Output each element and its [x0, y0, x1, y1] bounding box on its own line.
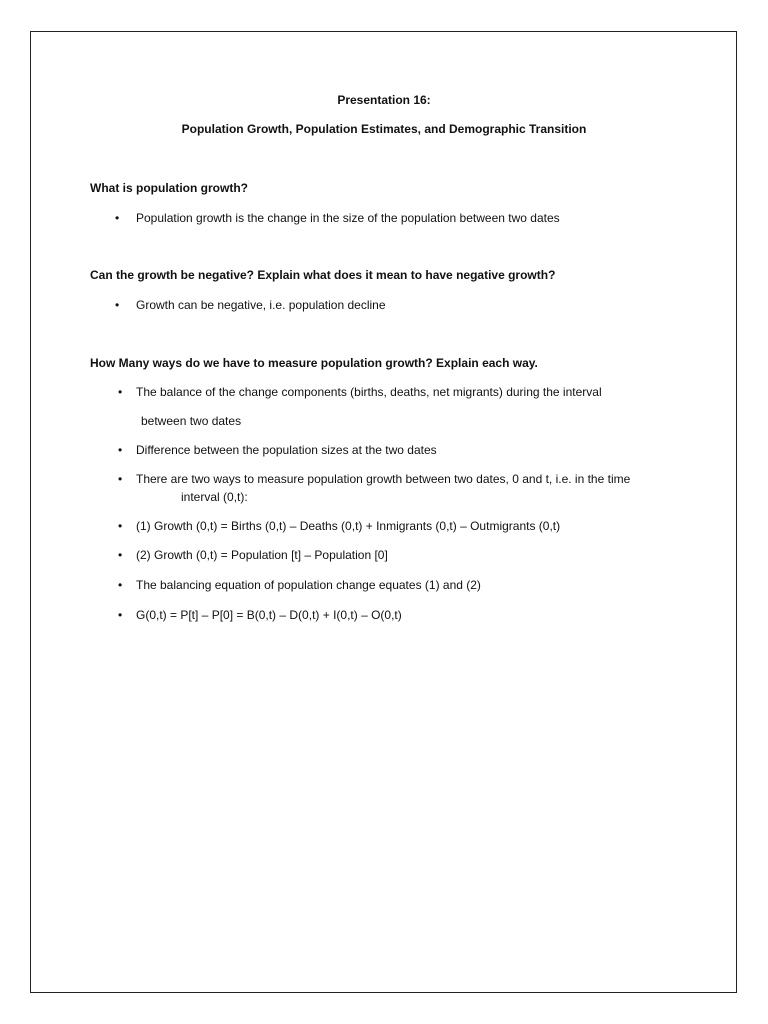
bullet-marker: •	[115, 298, 120, 312]
question-population-growth: What is population growth?	[90, 181, 248, 195]
question-measure-growth: How Many ways do we have to measure population growth? Explain each way.	[90, 356, 538, 370]
bullet-marker: •	[118, 443, 123, 457]
bullet-marker: •	[118, 472, 123, 486]
answer-item: The balancing equation of population change equates (1) and (2)	[136, 578, 481, 592]
answer-item: Difference between the population sizes at the two dates	[136, 443, 437, 457]
answer-item: Population growth is the change in the size of the population between two dates	[136, 211, 560, 225]
equation-growth-components: (1) Growth (0,t) = Births (0,t) – Deaths (0,t) + Inmigrants (0,t) – Outmigrants (0,t)	[136, 519, 561, 533]
answer-item: Growth can be negative, i.e. population decline	[136, 298, 386, 312]
answer-item-continuation: between two dates	[141, 414, 242, 428]
balancing-equation: G(0,t) = P[t] – P[0] = B(0,t) – D(0,t) + I(0,t) – O(0,t)	[136, 608, 402, 622]
bullet-marker: •	[118, 548, 123, 562]
question-negative-growth: Can the growth be negative? Explain what does it mean to have negative growth?	[90, 268, 556, 282]
equation-growth-difference: (2) Growth (0,t) = Population [t] – Population [0]	[136, 548, 388, 562]
answer-item-continuation: interval (0,t):	[181, 490, 248, 504]
answer-item: There are two ways to measure population growth between two dates, 0 and t, i.e. in the time	[136, 472, 631, 486]
answer-item: The balance of the change components (births, deaths, net migrants) during the interval	[136, 385, 602, 399]
document-title: Presentation 16:	[337, 93, 431, 107]
bullet-marker: •	[118, 385, 123, 399]
bullet-marker: •	[118, 608, 123, 622]
bullet-marker: •	[115, 211, 120, 225]
bullet-marker: •	[118, 519, 123, 533]
document-subtitle: Population Growth, Population Estimates, and Demographic Transition	[181, 122, 587, 136]
page-border	[30, 31, 737, 993]
bullet-marker: •	[118, 578, 123, 592]
